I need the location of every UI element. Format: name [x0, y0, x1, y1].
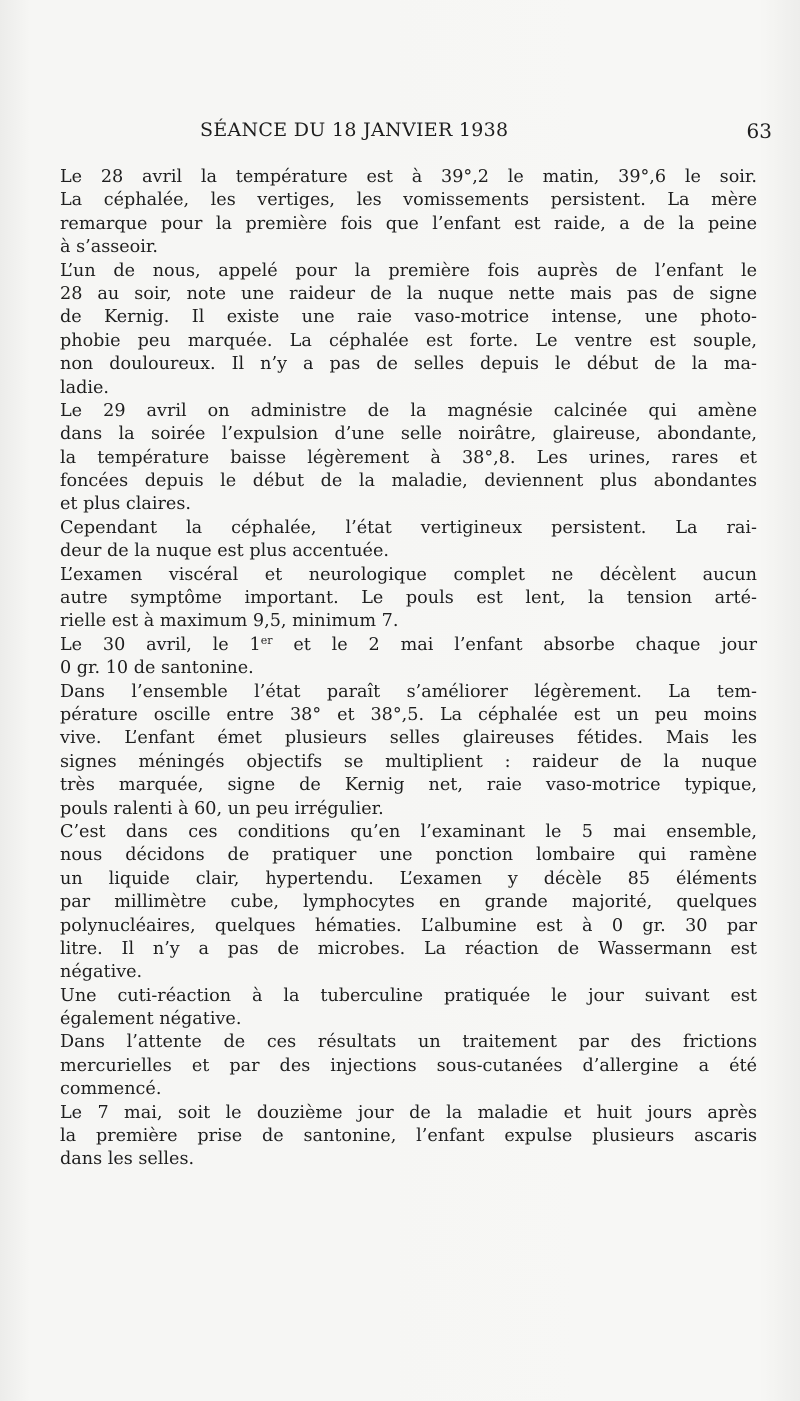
paragraph-5: [60, 564, 757, 634]
text-line: très marquée, signe de Kernig net, raie vaso-motrice typique,: [60, 775, 757, 796]
text-line: rielle est à maximum 9,5, minimum 7.: [60, 611, 399, 632]
text-line: 0 gr. 10 de santonine.: [60, 658, 254, 679]
text-line: Dans l’ensemble l’état paraît s’améliorer légèrement. La tem-: [60, 681, 757, 702]
text-line: L’un de nous, appelé pour la première fois auprès de l’enfant le: [60, 260, 757, 281]
text-line: dans les selles.: [60, 1149, 195, 1170]
paragraph-8: [60, 821, 757, 985]
text-line: litre. Il n’y a pas de microbes. La réaction de Wassermann est: [60, 938, 757, 959]
text-line: C’est dans ces conditions qu’en l’examinant le 5 mai ensemble,: [60, 821, 757, 842]
text-line: vive. L’enfant émet plusieurs selles glaireuses fétides. Mais les: [60, 728, 757, 749]
text-line: à s’asseoir.: [60, 237, 158, 258]
paragraph-2: [60, 260, 757, 400]
text-line: mercurielles et par des injections sous-cutanées d’allergine a été: [60, 1055, 757, 1076]
text-line: Le 28 avril la température est à 39°,2 le matin, 39°,6 le soir.: [60, 167, 757, 187]
text-line: remarque pour la première fois que l’enfant est raide, a de la peine: [60, 213, 757, 234]
text-line: un liquide clair, hypertendu. L’examen y décèle 85 éléments: [60, 868, 757, 889]
text-line: polynucléaires, quelques hématies. L’albumine est à 0 gr. 30 par: [60, 915, 757, 936]
paragraph-10: [60, 1031, 757, 1101]
text-line: commencé.: [60, 1079, 162, 1100]
paragraph-7: [60, 681, 757, 821]
page-number: 63: [746, 119, 772, 143]
text-line-with-superscript: [60, 634, 757, 657]
paragraph-11: [60, 1102, 757, 1172]
text-line: pérature oscille entre 38° et 38°,5. La céphalée est un peu moins: [60, 704, 757, 725]
running-title: SÉANCE DU 18 JANVIER 1938: [200, 119, 509, 141]
text-line: la température baisse légèrement à 38°,8. Les urines, rares et: [60, 447, 757, 468]
page-header: [60, 119, 772, 149]
paragraph-6: [60, 634, 757, 681]
paragraph-3: [60, 400, 757, 517]
text-line: Le 7 mai, soit le douzième jour de la maladie et huit jours après: [60, 1102, 757, 1123]
text-line: autre symptôme important. Le pouls est lent, la tension arté-: [60, 588, 757, 609]
text-fragment: et le 2 mai l’enfant absorbe chaque jour: [272, 634, 757, 655]
text-line: Dans l’attente de ces résultats un traitement par des frictions: [60, 1032, 757, 1053]
paragraph-9: [60, 985, 757, 1032]
text-line: de Kernig. Il existe une raie vaso-motrice intense, une photo-: [60, 307, 757, 328]
text-line: deur de la nuque est plus accentuée.: [60, 541, 389, 562]
text-line: ladie.: [60, 377, 110, 398]
text-line: dans la soirée l’expulsion d’une selle noirâtre, glaireuse, abondante,: [60, 424, 757, 445]
paragraph-1: [60, 166, 757, 260]
text-line: non douloureux. Il n’y a pas de selles depuis le début de la ma-: [60, 354, 757, 375]
text-line: et plus claires.: [60, 494, 191, 515]
text-line: Cependant la céphalée, l’état vertigineux persistent. La rai-: [60, 517, 757, 538]
text-line: 28 au soir, note une raideur de la nuque nette mais pas de signe: [60, 283, 757, 304]
text-line: Le 29 avril on administre de la magnésie calcinée qui amène: [60, 400, 757, 421]
text-line: La céphalée, les vertiges, les vomissements persistent. La mère: [60, 190, 757, 211]
text-line: phobie peu marquée. La céphalée est forte. Le ventre est souple,: [60, 330, 757, 351]
text-line: également négative.: [60, 1009, 242, 1030]
text-line: par millimètre cube, lymphocytes en grande majorité, quelques: [60, 892, 757, 913]
text-line: foncées depuis le début de la maladie, deviennent plus abondantes: [60, 471, 757, 492]
superscript: er: [260, 633, 273, 647]
text-line: signes méningés objectifs se multiplient : raideur de la nuque: [60, 751, 757, 772]
text-fragment: Le 30 avril, le 1: [60, 634, 261, 655]
body-text: [60, 166, 757, 1172]
text-line: Une cuti-réaction à la tuberculine pratiquée le jour suivant est: [60, 985, 757, 1006]
text-line: pouls ralenti à 60, un peu irrégulier.: [60, 798, 384, 819]
text-line: la première prise de santonine, l’enfant expulse plusieurs ascaris: [60, 1126, 757, 1147]
text-line: L’examen viscéral et neurologique complet ne décèlent aucun: [60, 564, 757, 585]
text-line: nous décidons de pratiquer une ponction lombaire qui ramène: [60, 845, 757, 866]
paragraph-4: [60, 517, 757, 564]
text-line: négative.: [60, 962, 143, 983]
